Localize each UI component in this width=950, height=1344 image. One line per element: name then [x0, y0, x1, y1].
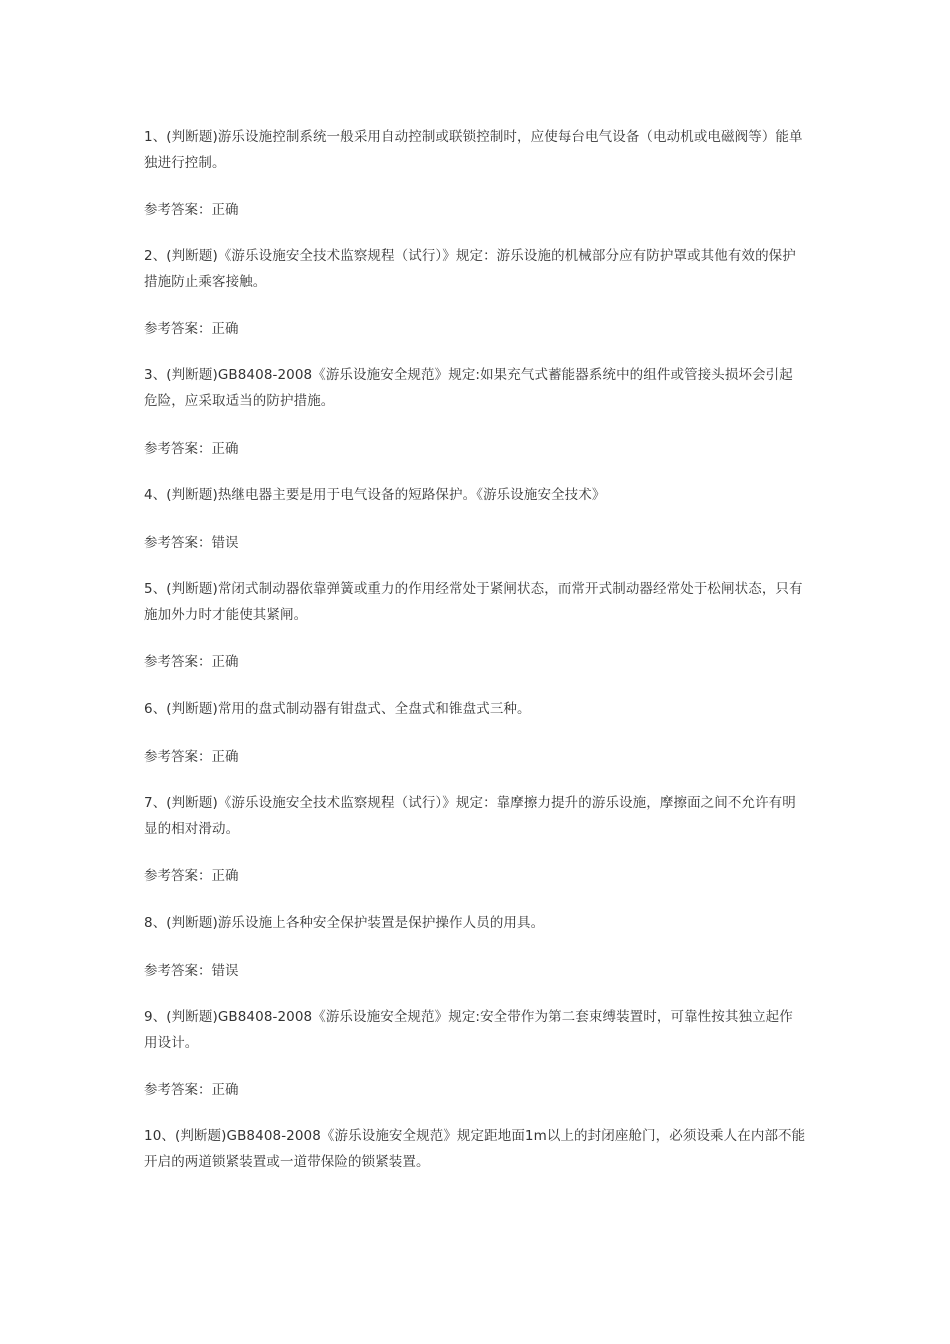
answer-2: 参考答案：正确 — [144, 321, 239, 337]
question-8: 8、(判断题)游乐设施上各种安全保护装置是保护操作人员的用具。 — [144, 915, 545, 931]
question-5: 5、(判断题)常闭式制动器依靠弹簧或重力的作用经常处于紧闸状态，而常开式制动器经常处于松闸状态，只有施加外力时才能使其紧闸。 — [144, 581, 803, 623]
question-6: 6、(判断题)常用的盘式制动器有钳盘式、全盘式和锥盘式三种。 — [144, 701, 531, 717]
question-3: 3、(判断题)GB8408-2008《游乐设施安全规范》规定:如果充气式蓄能器系统中的组件或管接头损坏会引起危险，应采取适当的防护措施。 — [144, 367, 793, 409]
answer-6: 参考答案：正确 — [144, 749, 239, 765]
answer-7: 参考答案：正确 — [144, 868, 239, 884]
question-10: 10、(判断题)GB8408-2008《游乐设施安全规范》规定距地面1m以上的封闭座舱门，必须设乘人在内部不能开启的两道锁紧装置或一道带保险的锁紧装置。 — [144, 1128, 806, 1170]
answer-8: 参考答案：错误 — [144, 963, 239, 979]
answer-3: 参考答案：正确 — [144, 441, 239, 457]
question-2: 2、(判断题)《游乐设施安全技术监察规程（试行）》规定：游乐设施的机械部分应有防护罩或其他有效的保护措施防止乘客接触。 — [144, 248, 796, 290]
question-7: 7、(判断题)《游乐设施安全技术监察规程（试行）》规定：靠摩擦力提升的游乐设施，摩擦面之间不允许有明显的相对滑动。 — [144, 795, 796, 837]
answer-9: 参考答案：正确 — [144, 1082, 239, 1098]
answer-5: 参考答案：正确 — [144, 654, 239, 670]
question-9: 9、(判断题)GB8408-2008《游乐设施安全规范》规定:安全带作为第二套束缚装置时，可靠性按其独立起作用设计。 — [144, 1009, 793, 1051]
question-4: 4、(判断题)热继电器主要是用于电气设备的短路保护。《游乐设施安全技术》 — [144, 487, 606, 503]
answer-1: 参考答案：正确 — [144, 202, 239, 218]
question-1: 1、(判断题)游乐设施控制系统一般采用自动控制或联锁控制时，应使每台电气设备（电动机或电磁阀等）能单独进行控制。 — [144, 129, 803, 171]
answer-4: 参考答案：错误 — [144, 535, 239, 551]
